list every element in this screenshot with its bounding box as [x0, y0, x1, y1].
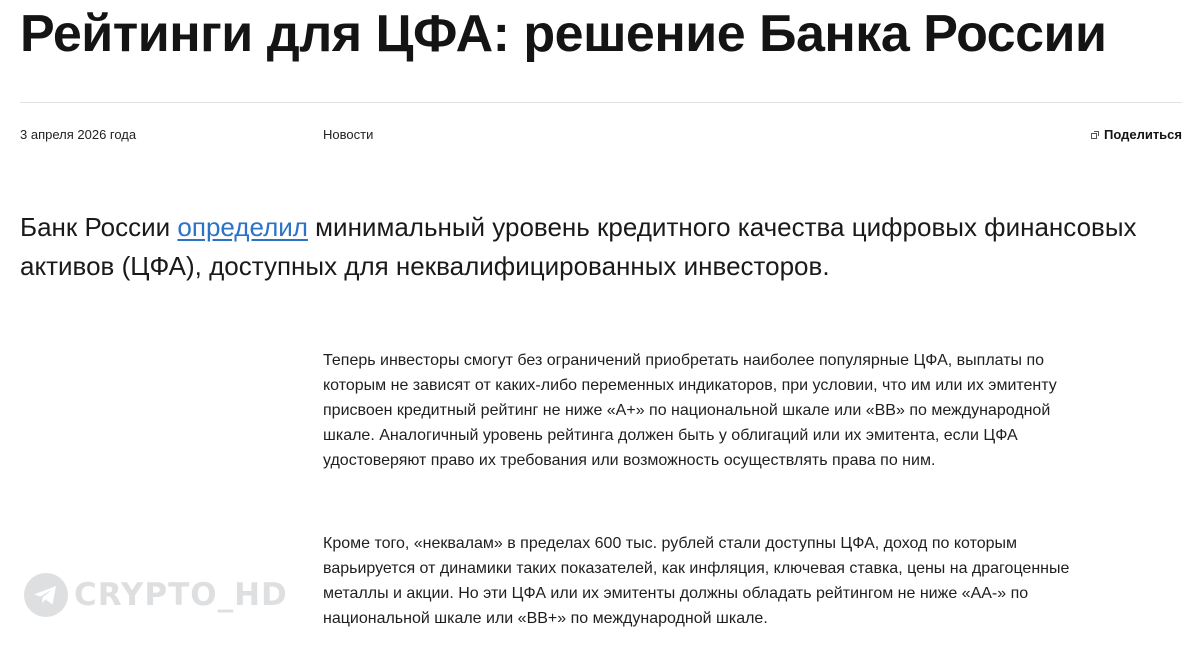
share-label: Поделиться [1103, 127, 1182, 142]
lead-text-before: Банк России [20, 212, 178, 242]
page-title: Рейтинги для ЦФА: решение Банка России [20, 5, 1107, 63]
share-button[interactable] [1091, 127, 1182, 143]
share-icon [1091, 131, 1099, 139]
category-link[interactable]: Новости [323, 127, 374, 142]
watermark [24, 573, 288, 617]
telegram-icon [24, 573, 68, 617]
publish-date: 3 апреля 2026 года [20, 127, 137, 142]
article-lead [20, 208, 1180, 286]
header-divider [20, 102, 1182, 103]
watermark-text: CRYPTO_HD [74, 577, 288, 613]
decision-link[interactable]: определил [177, 212, 308, 242]
lead-text-after: минимальный уровень кредитного качества цифровых финансовых активов (ЦФА), доступных для неквалифицированных инвесторов. [20, 212, 1137, 281]
article-paragraph: Теперь инвесторы смогут без ограничений приобретать наиболее популярные ЦФА, выплаты по которым не зависят от каких-либо переменных индикаторов, при условии, что им или их эмитенту присвоен кредитный рейтинг не ниже «А+» по национальной шкале или «ВВ» по международной шкале. Аналогичный уровень рейтинга должен быть у облигаций или их эмитента, если ЦФА удостоверяют право их требования или возможность осуществлять права по ним. [323, 352, 1057, 469]
article-paragraph: Кроме того, «неквалам» в пределах 600 тыс. рублей стали доступны ЦФА, доход по которым варьируется от динамики таких показателей, как инфляция, ключевая ставка, цены на драгоценные металлы и акции. Но эти ЦФА или их эмитенты должны обладать рейтингом не ниже «АА-» по национальной шкале или «ВВ+» по международной шкале. [323, 535, 1070, 627]
